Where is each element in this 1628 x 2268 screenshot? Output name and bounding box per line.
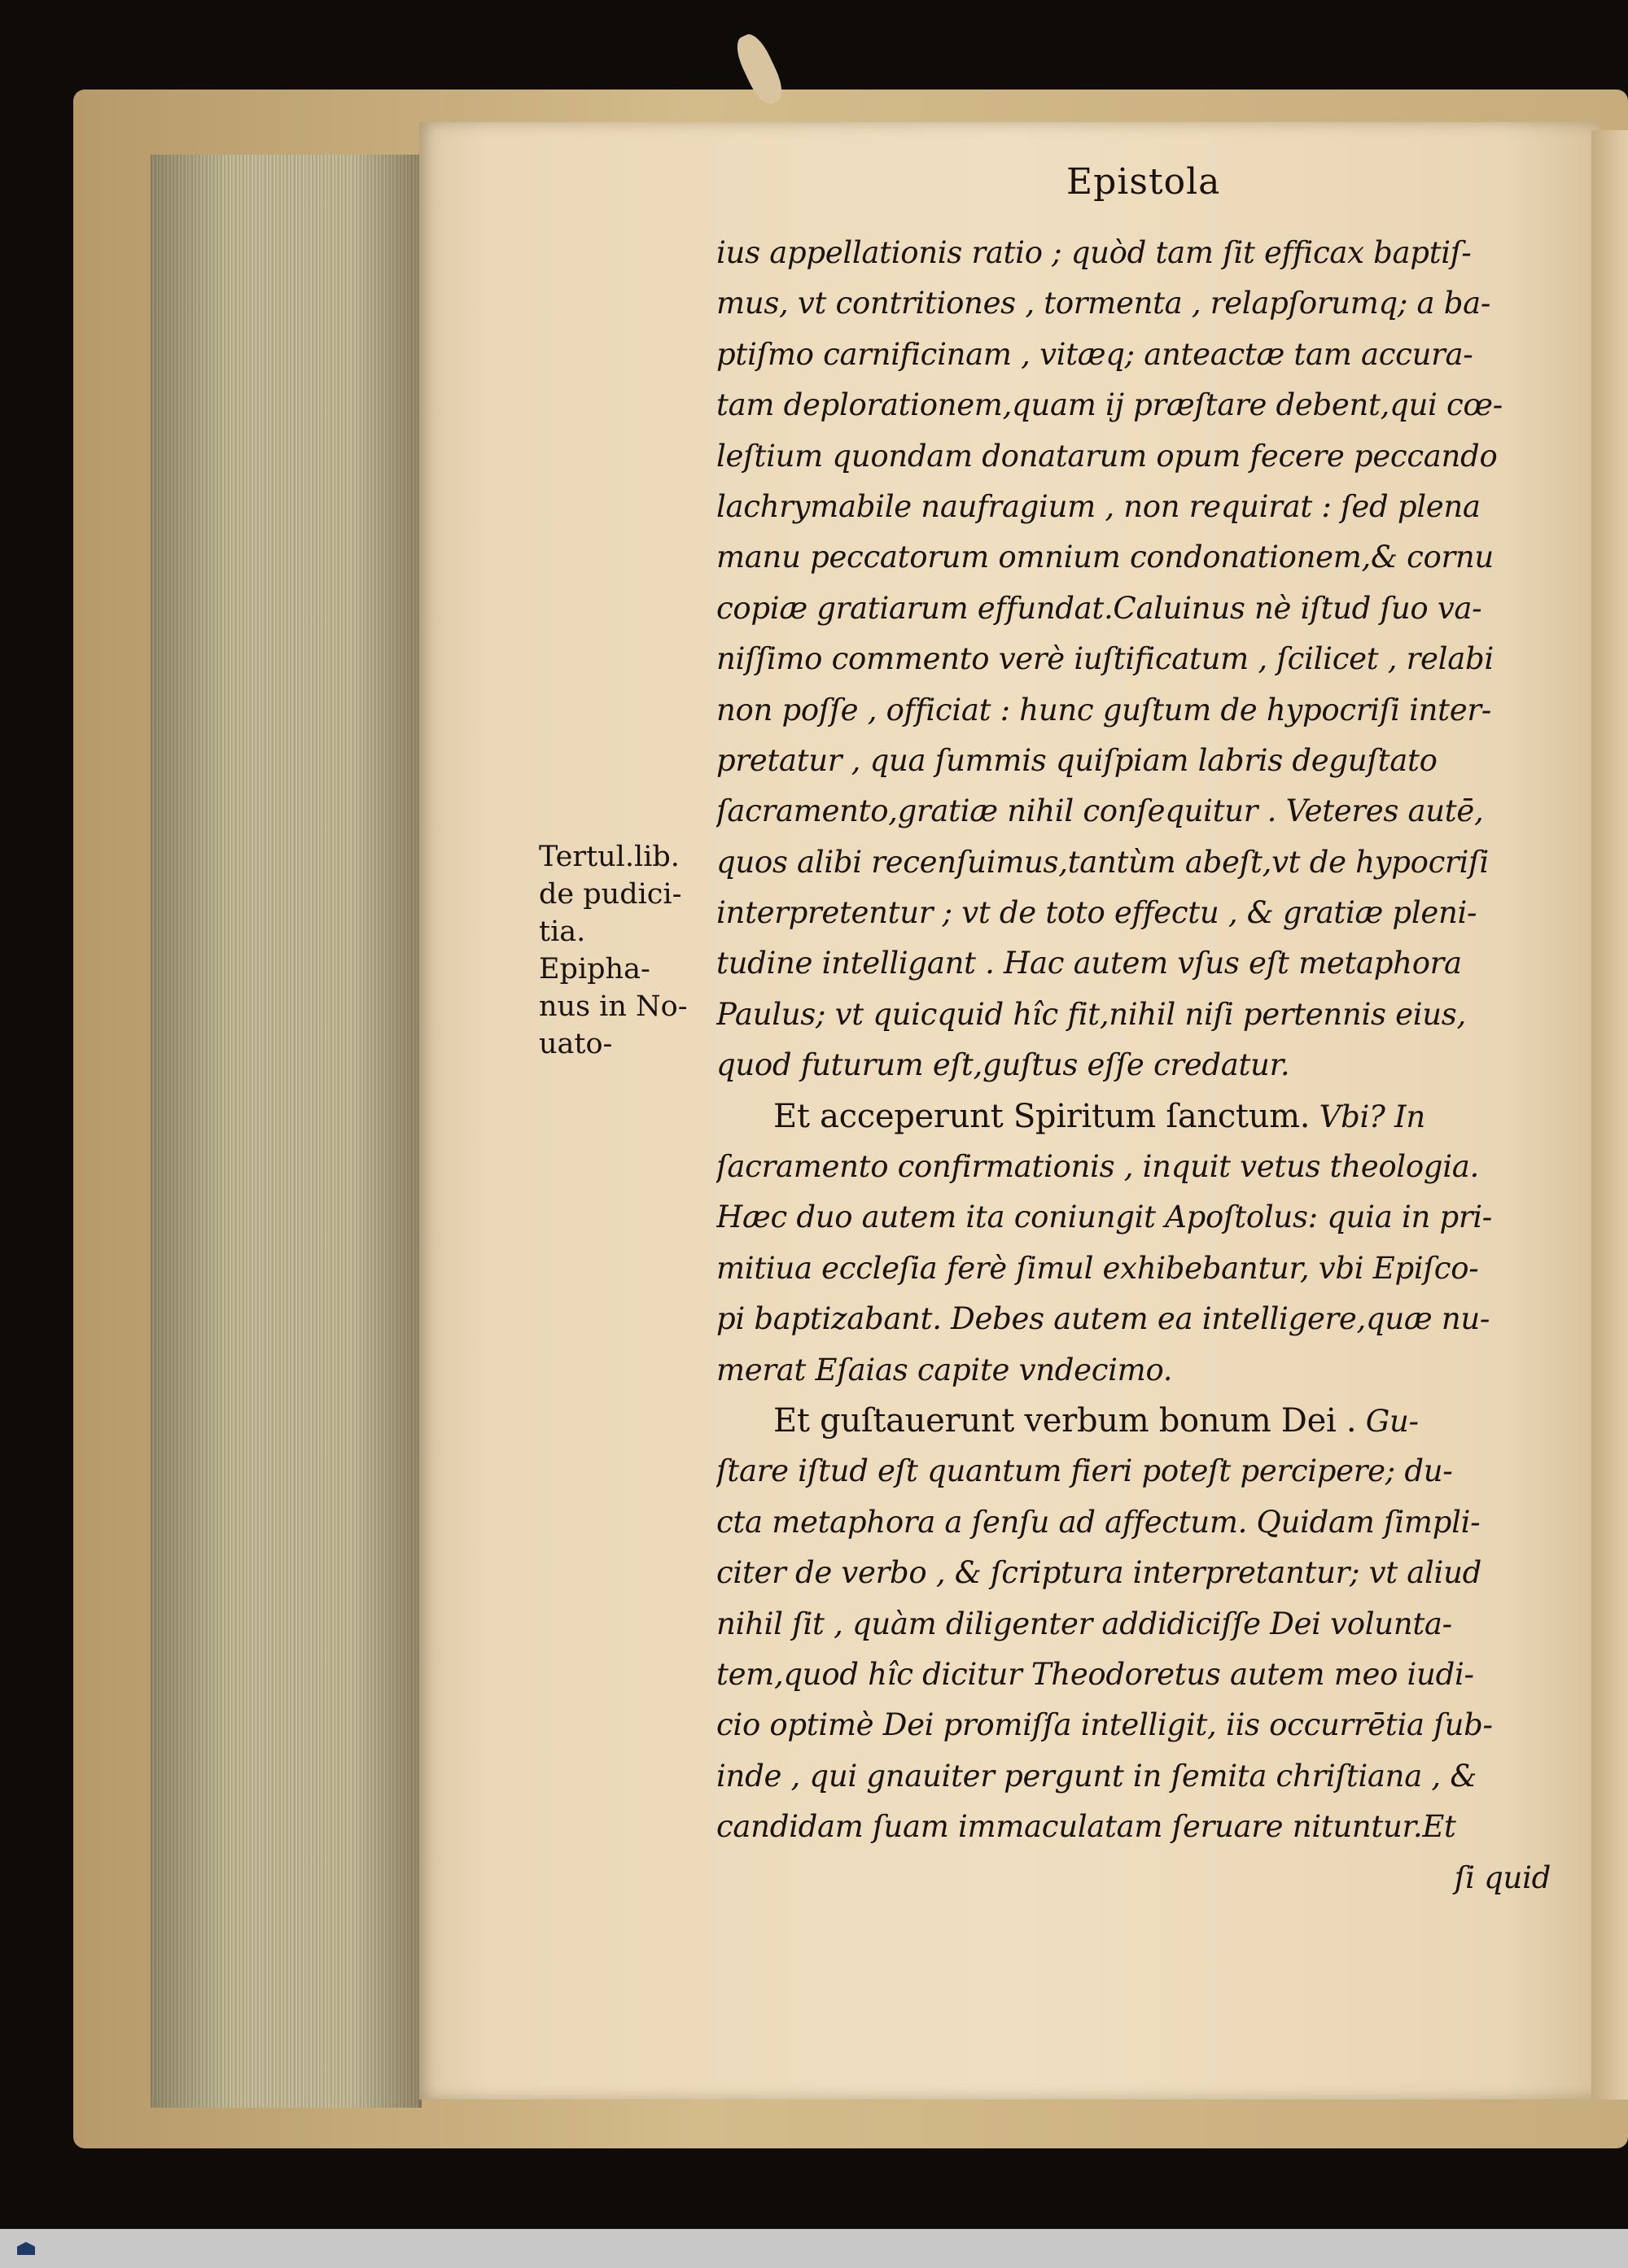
text-line: cta metaphora a ſenſu ad affectum. Quidam ſimpli- [716,1504,1481,1540]
text-line: manu peccatorum omnium condonationem,& cornu [716,540,1494,575]
text-line: niſſimo commento verè iuſtificatum , ſcilicet , relabi [716,641,1494,677]
text-line: nihil ſit , quàm diligenter addidiciſſe Dei volunta- [716,1606,1452,1641]
lemma-italic: Gu- [1356,1403,1419,1439]
text-line: pretatur , qua ſummis quiſpiam labris deguſtato [716,742,1438,778]
building-icon [17,2242,35,2255]
text-line: copiæ gratiarum effundat.Caluinus nè iſtud ſuo va- [716,590,1482,626]
text-line: pi baptizabant. Debes autem ea intelligere,quæ nu- [716,1301,1490,1337]
marginal-note-line: nus in No- [539,990,688,1023]
marginal-note-line: tia. [539,916,586,948]
marginal-note-line: de pudici- [539,878,682,911]
text-line: Hæc duo autem ita coniungit Apoſtolus: quia in pri- [716,1200,1492,1235]
page-block-shadow [151,155,419,2108]
text-line: ſacramento,gratiæ nihil conſequitur . Veteres autē, [716,793,1484,829]
lemma-roman: Et guſtauerunt verbum bonum Dei . [773,1401,1357,1440]
text-line: Paulus; vt quicquid hîc fit,nihil niſi pertennis eius, [716,996,1466,1032]
text-line: candidam ſuam immaculatam ſeruare nituntur.Et [716,1809,1456,1845]
recto-page-edge [1591,130,1628,2100]
text-line: cio optimè Dei promiſſa intelligit, iis occurrētia ſub- [716,1707,1493,1743]
marginal-note [539,838,710,1063]
text-line: leſtium quondam donatarum opum fecere peccando [716,438,1498,474]
marginal-note-line: Tertul.lib. [539,841,680,873]
text-line: tem,quod hîc dicitur Theodoretus autem meo iudi- [716,1656,1474,1692]
running-head: Epistola [1066,161,1221,203]
catchword: ſi quid [1454,1859,1551,1895]
text-line: tam deplorationem,quam ij præſtare debent,qui cœ- [716,387,1503,423]
text-line: tudine intelligant . Hac autem vſus eſt metaphora [716,946,1462,981]
text-line: mitiua eccleſia ferè ſimul exhibebantur, vbi Epiſco- [716,1250,1479,1286]
text-line: quos alibi recenſuimus,tantùm abeſt,vt de hypocriſi [716,844,1489,880]
text-line: ſtare iſtud eſt quantum fieri poteſt percipere; du- [716,1453,1453,1489]
text-line: interpretentur ; vt de toto effectu , & gratiæ pleni- [716,895,1477,931]
library-logo-icon [10,2232,42,2265]
marginal-note-line: Epipha- [539,953,650,985]
lemma-line [716,1091,1551,1142]
main-text-block [716,228,1551,1903]
text-line: citer de verbo , & ſcriptura interpretantur; vt aliud [716,1555,1481,1591]
text-line: ius appellationis ratio ; quòd tam ſit efficax baptiſ- [716,235,1472,270]
text-line: ſacramento confirmationis , inquit vetus theologia. [716,1149,1479,1185]
text-line: inde , qui gnauiter pergunt in ſemita chriſtiana , & [716,1758,1477,1794]
viewer-footer-bar [0,2229,1628,2268]
text-line: mus, vt contritiones , tormenta , relapſorumq; a ba- [716,286,1491,321]
text-line: merat Eſaias capite vndecimo. [716,1352,1173,1387]
text-line: quod futurum eſt,guſtus eſſe credatur. [716,1047,1290,1083]
text-line: non poſſe , officiat : hunc guſtum de hypocriſi inter- [716,692,1491,728]
text-line: lachrymabile naufragium , non requirat : ſed plena [716,488,1481,524]
lemma-roman: Et acceperunt Spiritum ſanctum. [773,1097,1311,1135]
lemma-line [716,1396,1551,1446]
lemma-italic: Vbi? In [1310,1099,1425,1134]
marginal-note-line: uato- [539,1028,613,1060]
text-line: ptiſmo carnificinam , vitæq; anteactæ tam accura- [716,336,1473,372]
